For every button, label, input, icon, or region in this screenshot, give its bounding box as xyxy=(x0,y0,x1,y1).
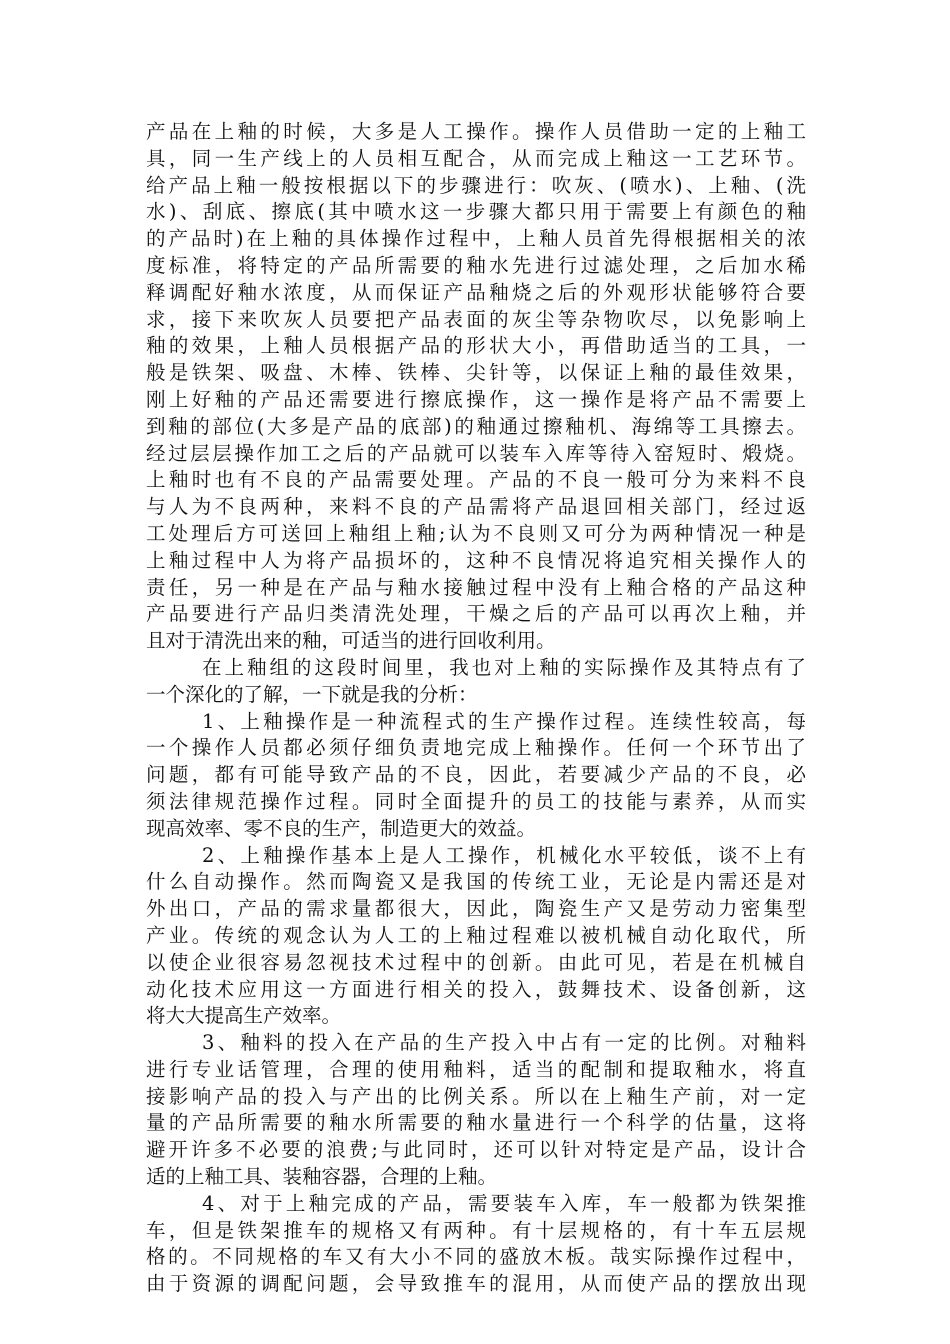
text-line: 产品要进行产品归类清洗处理，干燥之后的产品可以再次上釉，并 xyxy=(146,602,806,626)
text-line: 上釉时也有不良的产品需要处理。产品的不良一般可分为来料不良 xyxy=(146,468,806,492)
text-line: 动化技术应用这一方面进行相关的投入，鼓舞技术、设备创新，这 xyxy=(146,977,806,1001)
text-line: 求，接下来吹灰人员要把产品表面的灰尘等杂物吹尽，以免影响上 xyxy=(146,307,806,331)
text-line: 须法律规范操作过程。同时全面提升的员工的技能与素养，从而实 xyxy=(146,789,806,813)
text-line: 释调配好釉水浓度，从而保证产品釉烧之后的外观形状能够符合要 xyxy=(146,280,806,304)
text-line: 量的产品所需要的釉水所需要的釉水量进行一个科学的估量，这将 xyxy=(146,1111,806,1135)
text-line: 的产品时)在上釉的具体操作过程中，上釉人员首先得根据相关的浓 xyxy=(146,227,806,251)
text-line: 般是铁架、吸盘、木棒、铁棒、尖针等，以保证上釉的最佳效果， xyxy=(146,361,806,385)
text-line: 以使企业很容易忽视技术过程中的创新。由此可见，若是在机械自 xyxy=(146,950,806,974)
text-line: 一个深化的了解，一下就是我的分析： xyxy=(146,682,478,706)
text-line: 进行专业话管理，合理的使用釉料，适当的配制和提取釉水，将直 xyxy=(146,1057,806,1081)
text-line: 3、釉料的投入在产品的生产投入中占有一定的比例。对釉料 xyxy=(202,1031,806,1055)
document-page xyxy=(146,119,806,1298)
text-line: 格的。不同规格的车又有大小不同的盛放木板。哉实际操作过程中， xyxy=(146,1245,806,1269)
text-line: 4、对于上釉完成的产品，需要装车入库，车一般都为铁架推 xyxy=(202,1191,806,1215)
text-line: 给产品上釉一般按根据以下的步骤进行：吹灰、(喷水)、上釉、(洗 xyxy=(146,173,806,197)
text-line: 水)、刮底、擦底(其中喷水这一步骤大都只用于需要上有颜色的釉 xyxy=(146,200,806,224)
text-line: 接影响产品的投入与产出的比例关系。所以在上釉生产前，对一定 xyxy=(146,1084,806,1108)
text-line: 到釉的部位(大多是产品的底部)的釉通过擦釉机、海绵等工具擦去。 xyxy=(146,414,806,438)
text-line: 问题，都有可能导致产品的不良，因此，若要减少产品的不良，必 xyxy=(146,763,806,787)
text-line: 1、上釉操作是一种流程式的生产操作过程。连续性较高，每 xyxy=(202,709,806,733)
text-line: 一个操作人员都必须仔细负责地完成上釉操作。任何一个环节出了 xyxy=(146,736,806,760)
text-line: 由于资源的调配问题，会导致推车的混用，从而使产品的摆放出现 xyxy=(146,1272,806,1296)
text-line: 釉的效果，上釉人员根据产品的形状大小，再借助适当的工具，一 xyxy=(146,334,806,358)
text-line: 刚上好釉的产品还需要进行擦底操作，这一操作是将产品不需要上 xyxy=(146,387,806,411)
text-line: 外出口，产品的需求量都很大，因此，陶瓷生产又是劳动力密集型 xyxy=(146,897,806,921)
text-line: 什么自动操作。然而陶瓷又是我国的传统工业，无论是内需还是对 xyxy=(146,870,806,894)
text-line: 且对于清洗出来的釉，可适当的进行回收利用。 xyxy=(146,629,556,653)
text-line: 2、上釉操作基本上是人工操作，机械化水平较低，谈不上有 xyxy=(202,843,806,867)
text-line: 工处理后方可送回上釉组上釉;认为不良则又可分为两种情况一种是 xyxy=(146,521,806,545)
text-line: 上釉过程中人为将产品损坏的，这种不良情况将追究相关操作人的 xyxy=(146,548,806,572)
text-line: 适的上釉工具、装釉容器，合理的上釉。 xyxy=(146,1165,498,1189)
text-line: 责任，另一种是在产品与釉水接触过程中没有上釉合格的产品这种 xyxy=(146,575,806,599)
text-line: 具，同一生产线上的人员相互配合，从而完成上釉这一工艺环节。 xyxy=(146,146,806,170)
text-line: 将大大提高生产效率。 xyxy=(146,1004,342,1028)
text-line: 现高效率、零不良的生产，制造更大的效益。 xyxy=(146,816,537,840)
text-line: 与人为不良两种，来料不良的产品需将产品退回相关部门，经过返 xyxy=(146,495,806,519)
text-line: 车，但是铁架推车的规格又有两种。有十层规格的，有十车五层规 xyxy=(146,1218,806,1242)
text-line: 产业。传统的观念认为人工的上釉过程难以被机械自动化取代，所 xyxy=(146,923,806,947)
text-line: 在上釉组的这段时间里，我也对上釉的实际操作及其特点有了 xyxy=(202,655,806,679)
text-line: 经过层层操作加工之后的产品就可以装车入库等待入窑短时、煅烧。 xyxy=(146,441,806,465)
text-line: 避开许多不必要的浪费;与此同时，还可以针对特定是产品，设计合 xyxy=(146,1138,806,1162)
text-line: 度标准，将特定的产品所需要的釉水先进行过滤处理，之后加水稀 xyxy=(146,253,806,277)
text-line: 产品在上釉的时候，大多是人工操作。操作人员借助一定的上釉工 xyxy=(146,120,806,143)
